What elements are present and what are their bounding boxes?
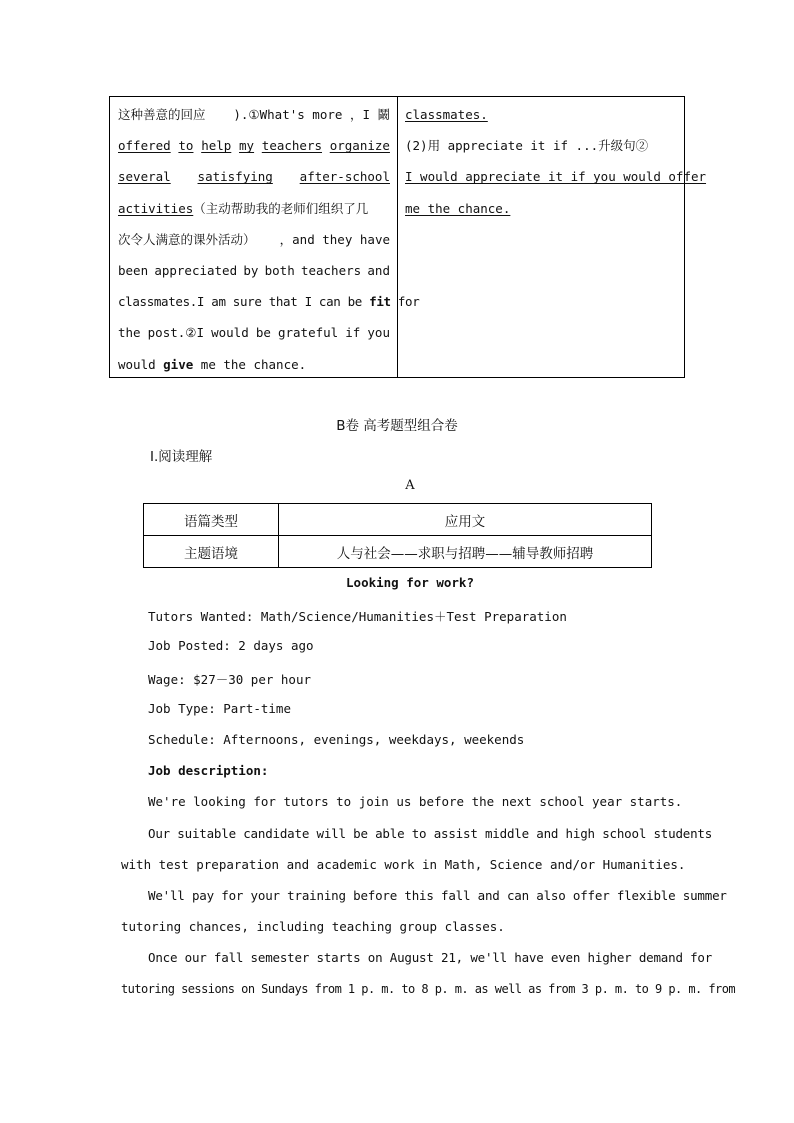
left-line-1-cjk: 这种善意的回应 xyxy=(118,107,206,122)
info-key: 主题语境 xyxy=(144,536,279,568)
passage-line: Job Type: Part-time xyxy=(148,701,291,716)
table-row xyxy=(144,504,652,536)
passage-line: Schedule: Afternoons, evenings, weekdays, weekends xyxy=(148,732,525,747)
left-line-9: would give me the chance. xyxy=(118,356,307,372)
info-value: 人与社会——求职与招聘——辅导教师招聘 xyxy=(279,536,652,568)
right-line-2: (2)用 appreciate it if ...升级句② xyxy=(405,138,649,154)
passage-letter: A xyxy=(405,478,415,493)
right-line-3: I would appreciate it if you would offer xyxy=(405,169,707,185)
passage-line: Job Posted: 2 days ago xyxy=(148,638,314,653)
section-subtitle: Ⅰ.阅读理解 xyxy=(150,449,213,465)
passage-line: Job description: xyxy=(148,763,269,778)
section-title: B卷 高考题型组合卷 xyxy=(336,418,458,434)
passage-line: tutoring chances, including teaching group classes. xyxy=(121,919,505,934)
passage-line: Once our fall semester starts on August 21, we'll have even higher demand for xyxy=(148,950,713,965)
table-row xyxy=(144,536,652,568)
left-line-7: classmates.I am sure that I can be fit for xyxy=(118,294,420,310)
answer-table xyxy=(109,96,707,378)
left-line-8: the post.②I would be grateful if you xyxy=(118,325,390,341)
right-cell xyxy=(405,99,707,224)
passage-line: We're looking for tutors to join us before the next school year starts. xyxy=(148,794,683,809)
passage-line: Wage: $27－30 per hour xyxy=(148,672,312,687)
passage-line: tutoring sessions on Sundays from 1 p. m. to 8 p. m. as well as from 3 p. m. to 9 p. m. from xyxy=(121,982,736,996)
passage-line: Our suitable candidate will be able to assist middle and high school students xyxy=(148,826,713,841)
right-line-4: me the chance. xyxy=(405,200,511,216)
info-key: 语篇类型 xyxy=(144,504,279,536)
left-line-1 xyxy=(118,99,390,130)
right-line-1: classmates. xyxy=(405,107,488,122)
passage-line: with test preparation and academic work in Math, Science and/or Humanities. xyxy=(121,857,686,872)
table-divider xyxy=(397,97,398,377)
left-cell xyxy=(118,99,420,380)
passage-line: We'll pay for your training before this fall and can also offer flexible summer xyxy=(148,888,727,903)
left-line-6: been appreciated by both teachers and xyxy=(118,263,390,279)
left-line-4: activities （主动帮助我的老师们组织了几 xyxy=(118,200,369,216)
passage-title: Looking for work? xyxy=(346,575,474,590)
left-line-2: offered to help my teachers organize xyxy=(118,138,390,154)
info-value: 应用文 xyxy=(279,504,652,536)
passage-line: Tutors Wanted: Math/Science/Humanities＋Test Preparation xyxy=(148,609,567,624)
left-line-1-text: ).①What's more ，I 鬫 xyxy=(233,107,390,122)
left-line-5: 次令人满意的课外活动） ，and they have xyxy=(118,231,390,247)
left-line-3: several satisfying after-school xyxy=(118,169,390,185)
passage-info-table xyxy=(143,503,652,568)
